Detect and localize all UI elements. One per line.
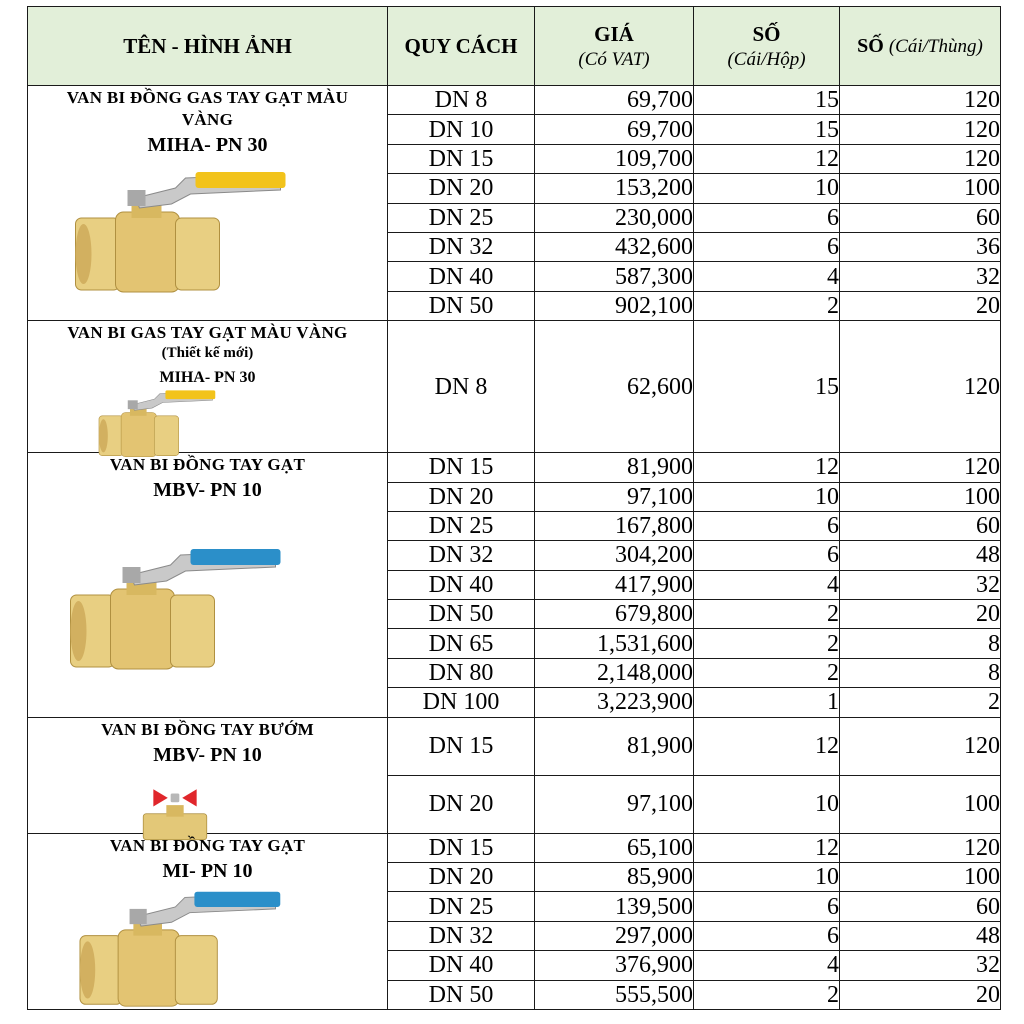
box-qty-cell: 15	[694, 115, 840, 144]
spec-cell: DN 100	[388, 688, 535, 717]
carton-qty-cell: 60	[840, 203, 1001, 232]
price-cell: 555,500	[535, 980, 694, 1009]
carton-qty-cell: 36	[840, 232, 1001, 261]
header-spec: QUY CÁCH	[388, 7, 535, 86]
carton-qty-cell: 60	[840, 892, 1001, 921]
spec-cell: DN 32	[388, 541, 535, 570]
header-box	[694, 7, 840, 86]
header-box-label: SỐ	[752, 21, 781, 46]
carton-qty-cell: 100	[840, 863, 1001, 892]
price-table	[27, 6, 1001, 1010]
carton-qty-cell: 60	[840, 511, 1001, 540]
spec-cell: DN 20	[388, 863, 535, 892]
box-qty-cell: 2	[694, 600, 840, 629]
box-qty-cell: 10	[694, 174, 840, 203]
carton-qty-cell: 48	[840, 921, 1001, 950]
price-cell: 139,500	[535, 892, 694, 921]
price-cell: 97,100	[535, 482, 694, 511]
carton-qty-cell: 120	[840, 144, 1001, 173]
price-cell: 230,000	[535, 203, 694, 232]
product-cell	[28, 717, 388, 833]
carton-qty-cell: 32	[840, 262, 1001, 291]
price-cell: 81,900	[535, 453, 694, 482]
price-cell: 3,223,900	[535, 688, 694, 717]
box-qty-cell: 4	[694, 262, 840, 291]
carton-qty-cell: 20	[840, 291, 1001, 320]
table-row	[28, 717, 1001, 775]
carton-qty-cell: 8	[840, 658, 1001, 687]
box-qty-cell: 6	[694, 232, 840, 261]
carton-qty-cell: 32	[840, 951, 1001, 980]
box-qty-cell: 12	[694, 833, 840, 862]
spec-cell: DN 20	[388, 775, 535, 833]
carton-qty-cell: 20	[840, 980, 1001, 1009]
spec-cell: DN 20	[388, 482, 535, 511]
box-qty-cell: 12	[694, 453, 840, 482]
spec-cell: DN 80	[388, 658, 535, 687]
box-qty-cell: 12	[694, 144, 840, 173]
header-price-label: GIÁ	[594, 21, 634, 46]
carton-qty-cell: 100	[840, 482, 1001, 511]
price-cell: 2,148,000	[535, 658, 694, 687]
box-qty-cell: 15	[694, 321, 840, 453]
carton-qty-cell: 120	[840, 321, 1001, 453]
carton-qty-cell: 120	[840, 86, 1001, 115]
price-cell: 902,100	[535, 291, 694, 320]
price-cell: 85,900	[535, 863, 694, 892]
spec-cell: DN 25	[388, 203, 535, 232]
spec-cell: DN 32	[388, 921, 535, 950]
spec-cell: DN 8	[388, 321, 535, 453]
box-qty-cell: 15	[694, 86, 840, 115]
product-subtitle: (Thiết kế mới)	[161, 345, 254, 362]
carton-qty-cell: 100	[840, 174, 1001, 203]
spec-cell: DN 32	[388, 232, 535, 261]
table-body	[28, 86, 1001, 1010]
box-qty-cell: 6	[694, 541, 840, 570]
header-price-note: (Có VAT)	[578, 48, 650, 70]
header-name: TÊN - HÌNH ẢNH	[28, 7, 388, 86]
carton-qty-cell: 8	[840, 629, 1001, 658]
price-cell: 153,200	[535, 174, 694, 203]
header-price	[535, 7, 694, 86]
table-row	[28, 321, 1001, 453]
spec-cell: DN 50	[388, 980, 535, 1009]
product-name: VAN BI ĐỒNG GAS TAY GẠT MÀU	[66, 88, 349, 107]
product-cell	[28, 833, 388, 1009]
carton-qty-cell: 120	[840, 717, 1001, 775]
valve-image	[78, 886, 287, 1015]
spec-cell: DN 10	[388, 115, 535, 144]
box-qty-cell: 6	[694, 892, 840, 921]
header-carton-note: (Cái/Thùng)	[888, 35, 983, 57]
header-carton-label: SỐ	[857, 34, 884, 57]
spec-cell: DN 50	[388, 291, 535, 320]
box-qty-cell: 4	[694, 951, 840, 980]
box-qty-cell: 4	[694, 570, 840, 599]
spec-cell: DN 15	[388, 144, 535, 173]
box-qty-cell: 2	[694, 629, 840, 658]
box-qty-cell: 2	[694, 980, 840, 1009]
header-box-note: (Cái/Hộp)	[727, 48, 806, 70]
price-cell: 376,900	[535, 951, 694, 980]
product-cell	[28, 453, 388, 718]
spec-cell: DN 8	[388, 86, 535, 115]
spec-cell: DN 15	[388, 453, 535, 482]
price-cell: 109,700	[535, 144, 694, 173]
price-cell: 432,600	[535, 232, 694, 261]
spec-cell: DN 40	[388, 262, 535, 291]
price-cell: 62,600	[535, 321, 694, 453]
price-cell: 167,800	[535, 511, 694, 540]
product-code: MIHA- PN 30	[147, 134, 268, 156]
spec-cell: DN 15	[388, 833, 535, 862]
spec-cell: DN 65	[388, 629, 535, 658]
product-name: VAN BI ĐỒNG TAY BƯỚM	[101, 719, 314, 739]
box-qty-cell: 12	[694, 717, 840, 775]
spec-cell: DN 15	[388, 717, 535, 775]
carton-qty-cell: 48	[840, 541, 1001, 570]
box-qty-cell: 10	[694, 775, 840, 833]
table-row	[28, 833, 1001, 862]
price-cell: 69,700	[535, 115, 694, 144]
price-cell: 81,900	[535, 717, 694, 775]
price-cell: 679,800	[535, 600, 694, 629]
header-carton	[840, 7, 1001, 86]
price-cell: 69,700	[535, 86, 694, 115]
table-row	[28, 453, 1001, 482]
product-cell	[28, 86, 388, 321]
box-qty-cell: 6	[694, 203, 840, 232]
product-name: VAN BI ĐỒNG TAY GẠT	[109, 835, 306, 855]
spec-cell: DN 40	[388, 951, 535, 980]
product-code: MBV- PN 10	[153, 479, 262, 502]
product-name: VAN BI GAS TAY GẠT MÀU VÀNG	[67, 323, 348, 343]
box-qty-cell: 6	[694, 921, 840, 950]
carton-qty-cell: 20	[840, 600, 1001, 629]
carton-qty-cell: 32	[840, 570, 1001, 599]
price-cell: 587,300	[535, 262, 694, 291]
carton-qty-cell: 100	[840, 775, 1001, 833]
product-cell	[28, 321, 388, 453]
product-code: MI- PN 10	[162, 859, 253, 882]
box-qty-cell: 2	[694, 658, 840, 687]
price-cell: 97,100	[535, 775, 694, 833]
valve-image	[73, 166, 293, 301]
table-row	[28, 86, 1001, 115]
spec-cell: DN 25	[388, 892, 535, 921]
price-cell: 417,900	[535, 570, 694, 599]
box-qty-cell: 1	[694, 688, 840, 717]
product-name: VÀNG	[181, 110, 234, 129]
valve-image	[68, 543, 288, 678]
product-code: MIHA- PN 30	[159, 369, 256, 387]
carton-qty-cell: 120	[840, 453, 1001, 482]
product-name: VAN BI ĐỒNG TAY GẠT	[109, 455, 306, 475]
spec-cell: DN 20	[388, 174, 535, 203]
spec-cell: DN 40	[388, 570, 535, 599]
header-row	[28, 7, 1001, 86]
spec-cell: DN 50	[388, 600, 535, 629]
carton-qty-cell: 2	[840, 688, 1001, 717]
carton-qty-cell: 120	[840, 833, 1001, 862]
price-cell: 65,100	[535, 833, 694, 862]
price-cell: 297,000	[535, 921, 694, 950]
spec-cell: DN 25	[388, 511, 535, 540]
box-qty-cell: 10	[694, 863, 840, 892]
box-qty-cell: 6	[694, 511, 840, 540]
box-qty-cell: 2	[694, 291, 840, 320]
carton-qty-cell: 120	[840, 115, 1001, 144]
price-cell: 1,531,600	[535, 629, 694, 658]
product-code: MBV- PN 10	[153, 743, 262, 766]
box-qty-cell: 10	[694, 482, 840, 511]
price-cell: 304,200	[535, 541, 694, 570]
